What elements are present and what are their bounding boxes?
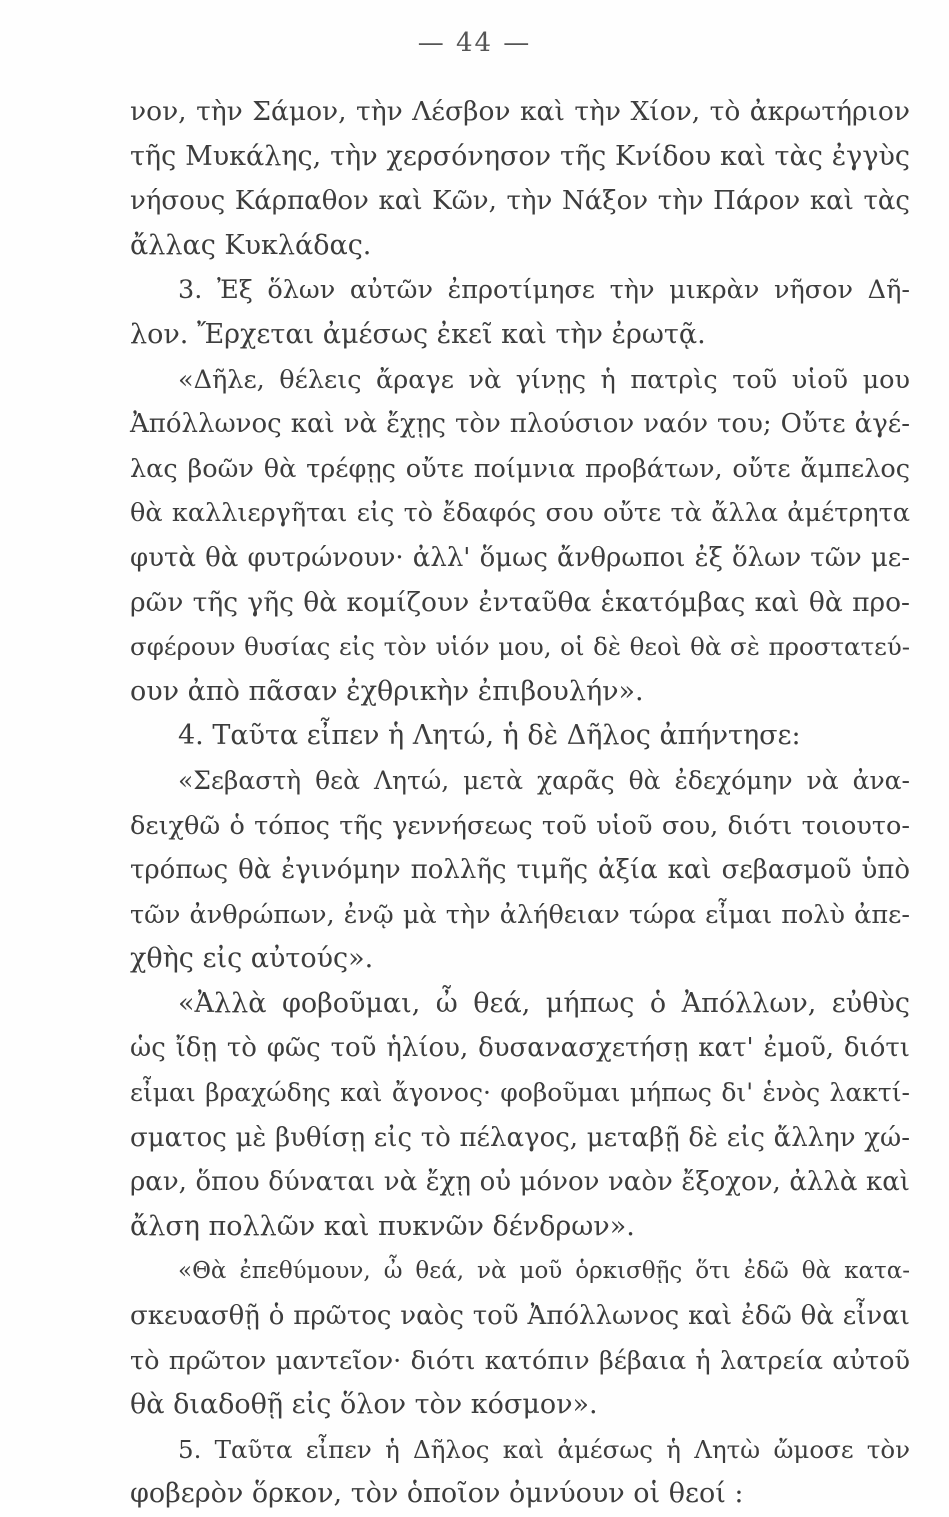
text-line: νον, τὴν Σάμον, τὴν Λέσβον καὶ τὴν Χίον, τὸ ἀκρωτήριον: [130, 96, 910, 127]
text-line: ὡς ἴδῃ τὸ φῶς τοῦ ἡλίου, δυσανασχετήσῃ κατ' ἐμοῦ, διότι: [130, 1033, 910, 1064]
text-line: λον. Ἔρχεται ἀμέσως ἐκεῖ καὶ τὴν ἐρωτᾷ.: [130, 318, 706, 350]
text-line: νήσους Κάρπαθον καὶ Κῶν, τὴν Νάξον τὴν Πάρον καὶ τὰς: [130, 186, 910, 217]
text-line: θὰ καλλιεργῆται εἰς τὸ ἔδαφός σου οὔτε τὰ ἄλλα ἀμέτρητα: [130, 498, 910, 529]
text-line: σφέρουν θυσίας εἰς τὸν υἱόν μου, οἱ δὲ θεοὶ θὰ σὲ προστατεύ-: [130, 632, 910, 662]
text-line: 5. Ταῦτα εἶπεν ἡ Δῆλος καὶ ἀμέσως ἡ Λητὼ ὤμοσε τὸν: [178, 1434, 910, 1464]
text-line: «Θὰ ἐπεθύμουν, ὦ θεά, νὰ μοῦ ὁρκισθῇς ὅτι ἐδῶ θὰ κατα-: [178, 1258, 910, 1285]
text-line: σματος μὲ βυθίσῃ εἰς τὸ πέλαγος, μεταβῇ δὲ εἰς ἄλλην χώ-: [130, 1122, 910, 1153]
text-line: ἄλλας Κυκλάδας.: [130, 229, 372, 261]
text-line: «Ἀλλὰ φοβοῦμαι, ὦ θεά, μήπως ὁ Ἀπόλλων, εὐθὺς: [178, 987, 910, 1019]
text-line: δειχθῶ ὁ τόπος τῆς γεννήσεως τοῦ υἱοῦ σου, διότι τοιουτο-: [130, 810, 910, 841]
body-text: [130, 90, 910, 1517]
text-line: φοβερὸν ὅρκον, τὸν ὁποῖον ὀμνύουν οἱ θεοί :: [130, 1478, 744, 1510]
text-line: σκευασθῇ ὁ πρῶτος ναὸς τοῦ Ἀπόλλωνος καὶ ἐδῶ θὰ εἶναι: [130, 1301, 910, 1332]
text-line: φυτὰ θὰ φυτρώνουν· ἀλλ' ὅμως ἄνθρωποι ἐξ ὅλων τῶν με-: [130, 542, 910, 573]
text-line: χθὴς εἰς αὐτούς».: [130, 943, 374, 975]
text-line: τῆς Μυκάλης, τὴν χερσόνησον τῆς Κνίδου καὶ τὰς ἐγγὺς: [130, 140, 910, 172]
text-line: ρῶν τῆς γῆς θὰ κομίζουν ἐνταῦθα ἑκατόμβας καὶ θὰ προ-: [130, 586, 910, 618]
text-line: τῶν ἀνθρώπων, ἐνῷ μὰ τὴν ἀλήθειαν τώρα εἶμαι πολὺ ἀπε-: [130, 899, 910, 930]
text-line: Ἀπόλλωνος καὶ νὰ ἔχῃς τὸν πλούσιον ναόν του; Οὔτε ἀγέ-: [130, 409, 910, 440]
text-line: τρόπως θὰ ἐγινόμην πολλῆς τιμῆς ἀξία καὶ σεβασμοῦ ὑπὸ: [130, 855, 910, 886]
text-line: 4. Ταῦτα εἶπεν ἡ Λητώ, ἡ δὲ Δῆλος ἀπήντησε:: [178, 720, 801, 752]
text-line: 3. Ἐξ ὅλων αὐτῶν ἐπροτίμησε τὴν μικρὰν νῆσον Δῆ-: [178, 275, 910, 306]
text-line: τὸ πρῶτον μαντεῖον· διότι κατόπιν βέβαια ἡ λατρεία αὐτοῦ: [130, 1345, 910, 1376]
text-line: εἶμαι βραχώδης καὶ ἄγονος· φοβοῦμαι μήπως δι' ἑνὸς λακτί-: [130, 1078, 910, 1108]
text-line: «Σεβαστὴ θεὰ Λητώ, μετὰ χαρᾶς θὰ ἐδεχόμην νὰ ἀνα-: [178, 765, 910, 795]
text-line: λας βοῶν θὰ τρέφῃς οὔτε ποίμνια προβάτων, οὔτε ἄμπελος: [130, 453, 910, 484]
page-number: — 44 —: [417, 28, 532, 58]
text-line: «Δῆλε, θέλεις ἄραγε νὰ γίνῃς ἡ πατρὶς τοῦ υἱοῦ μου: [178, 364, 910, 395]
text-line: θὰ διαδοθῇ εἰς ὅλον τὸν κόσμον».: [130, 1389, 598, 1421]
text-line: ραν, ὅπου δύναται νὰ ἔχῃ οὐ μόνον ναὸν ἔξοχον, ἀλλὰ καὶ: [130, 1167, 910, 1198]
text-line: ουν ἀπὸ πᾶσαν ἐχθρικὴν ἐπιβουλήν».: [130, 675, 644, 707]
text-line: ἄλση πολλῶν καὶ πυκνῶν δένδρων».: [130, 1210, 635, 1242]
